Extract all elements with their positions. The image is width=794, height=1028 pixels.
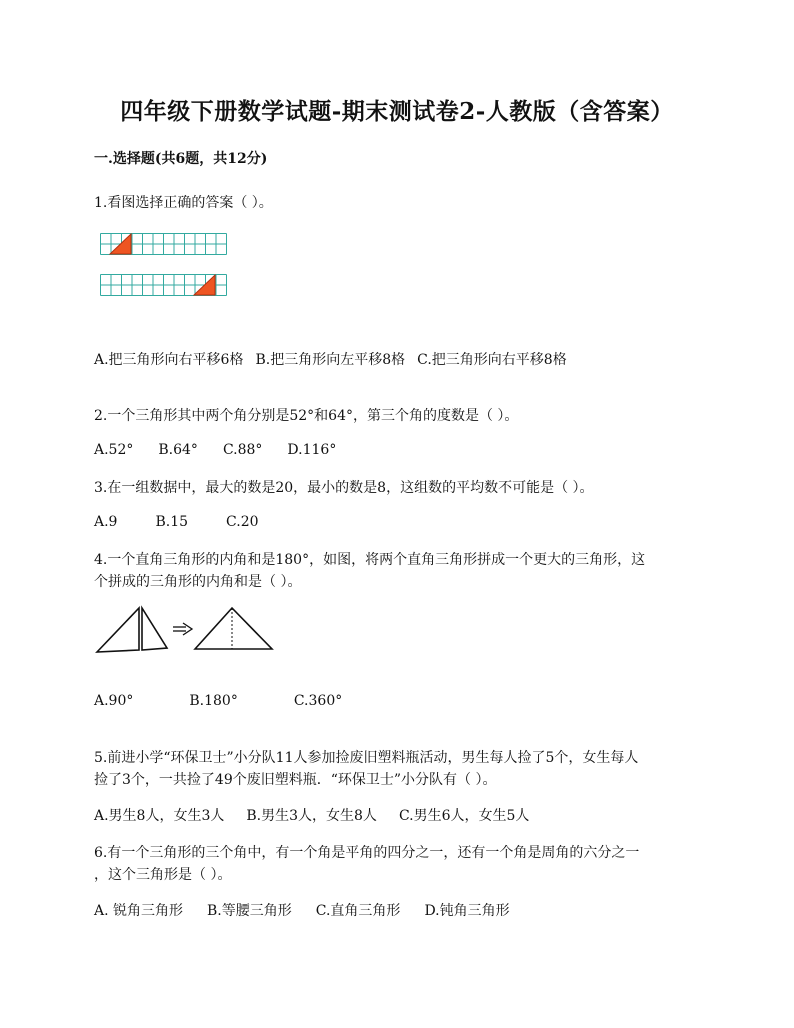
question-3-options <box>94 514 259 530</box>
question-3-stem: 3.在一组数据中，最大的数是20，最小的数是8，这组数的平均数不可能是（ ）。 <box>94 480 594 496</box>
option-a: A.90° <box>94 693 134 709</box>
question-1-options <box>94 349 567 369</box>
option-c: C.男生6人，女生5人 <box>398 808 530 824</box>
right-triangle-left <box>97 608 139 652</box>
option-a: A.把三角形向右平移6格 <box>94 352 244 368</box>
arrow-icon <box>173 623 192 635</box>
option-c: C.把三角形向右平移8格 <box>417 352 567 368</box>
option-b: B.15 <box>155 514 189 530</box>
question-5-options <box>94 805 529 825</box>
option-b: B.180° <box>189 693 238 709</box>
option-b: B.64° <box>158 442 198 458</box>
right-triangle-right <box>142 608 167 650</box>
option-c: C.直角三角形 <box>315 903 401 919</box>
question-6-stem-line1: 6.有一个三角形的三个角中，有一个角是平角的四分之一，还有一个角是周角的六分之一 <box>94 845 640 861</box>
question-5-stem-line1: 5.前进小学“环保卫士”小分队11人参加捡废旧塑料瓶活动，男生每人捡了5个，女生每人 <box>94 750 639 766</box>
question-2-options <box>94 442 336 458</box>
option-a: A. 锐角三角形 <box>94 903 184 919</box>
option-c: C.360° <box>293 693 343 709</box>
option-a: A.男生8人，女生3人 <box>94 808 225 824</box>
question-6-stem-line2: ，这个三角形是（ ）。 <box>94 867 232 883</box>
question-4-stem-line2: 个拼成的三角形的内角和是（ ）。 <box>94 574 302 590</box>
option-b: B.男生3人，女生8人 <box>246 808 377 824</box>
section-heading: 一.选择题(共6题，共12分) <box>94 151 268 167</box>
option-b: B.等腰三角形 <box>207 903 292 919</box>
question-4-stem-line1: 4.一个直角三角形的内角和是180°，如图，将两个直角三角形拼成一个更大的三角形，这 <box>94 552 646 568</box>
combined-triangle <box>195 608 272 649</box>
question-4-options <box>94 693 342 709</box>
option-a: A.52° <box>94 442 134 458</box>
option-b: B.把三角形向左平移8格 <box>255 352 406 368</box>
option-a: A.9 <box>94 514 118 530</box>
question-6-options <box>94 900 510 920</box>
grid-figure <box>100 233 228 305</box>
option-c: C.88° <box>222 442 263 458</box>
question-5-stem-line2: 捡了3个，一共捡了49个废旧塑料瓶．“环保卫士”小分队有（ ）。 <box>94 772 497 788</box>
question-2-stem: 2.一个三角形其中两个角分别是52°和64°，第三个角的度数是（ ）。 <box>94 408 519 424</box>
option-d: D.116° <box>287 442 337 458</box>
question-1-stem: 1.看图选择正确的答案（ ）。 <box>94 195 273 211</box>
option-c: C.20 <box>226 514 259 530</box>
option-d: D.钝角三角形 <box>424 903 510 919</box>
triangles-figure <box>94 604 284 656</box>
page-title: 四年级下册数学试题-期末测试卷2-人教版（含答案） <box>120 98 674 125</box>
